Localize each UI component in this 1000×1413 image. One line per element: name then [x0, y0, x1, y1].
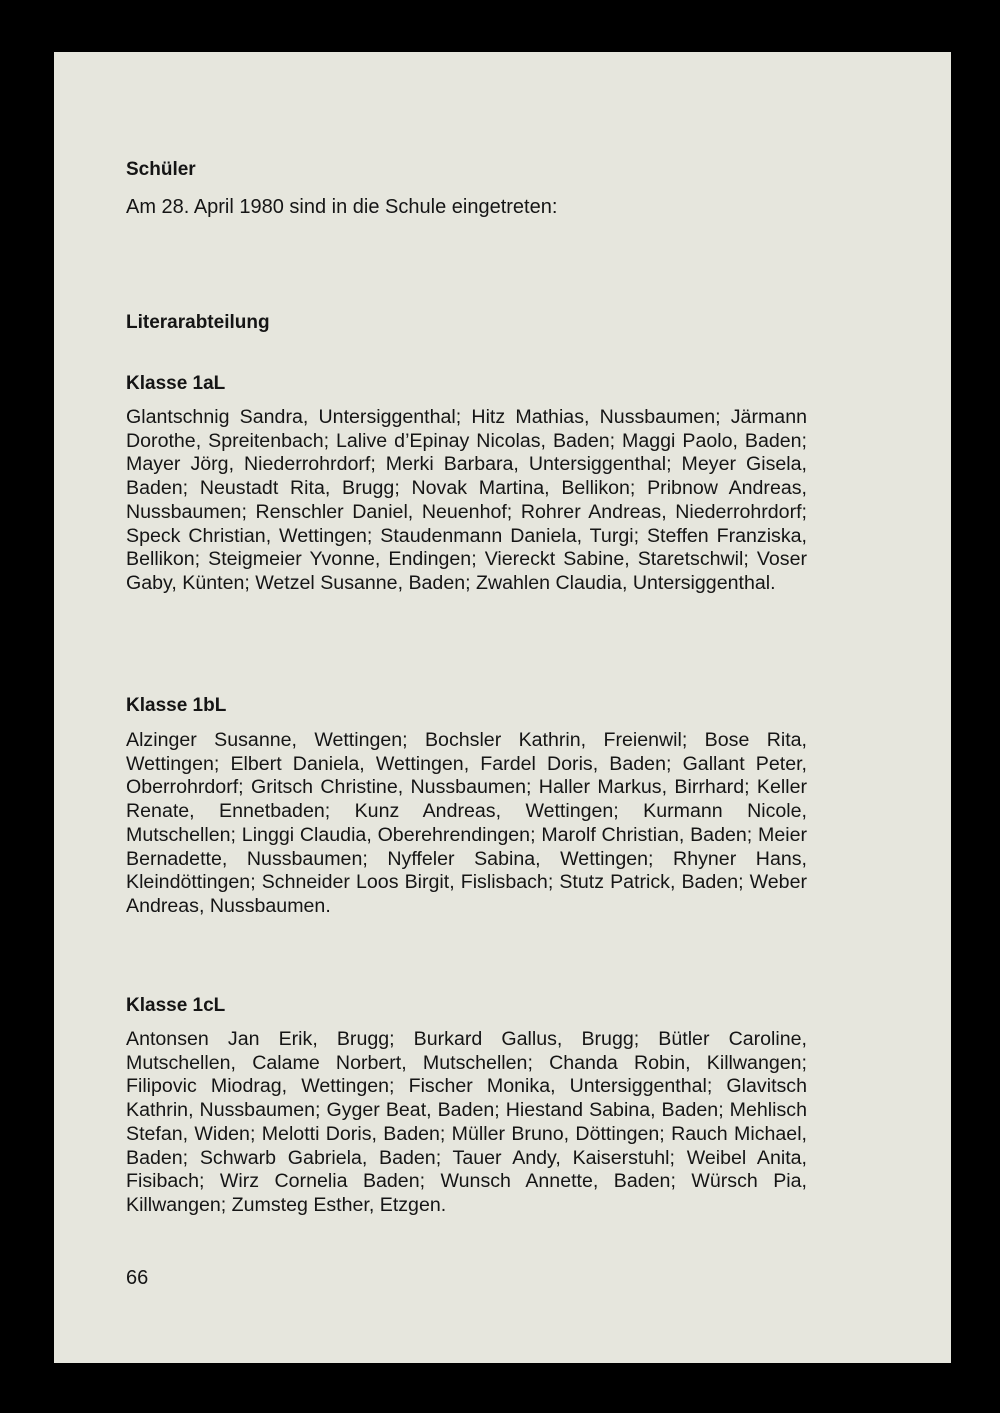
document-page [54, 52, 951, 1363]
page-number: 66 [126, 1267, 149, 1289]
section-title: Schüler [126, 159, 196, 180]
class-1cl-students: Antonsen Jan Erik, Brugg; Burkard Gallus, Brugg; Bütler Caroline, Mutschellen, Calame Norbert, Mutschellen; Chanda Robin, Killwangen; Filipovic Miodrag, Wettingen; Fischer Monika, Untersiggenthal; Glavitsch Kathrin, Nussbaumen; Gyger Beat, Baden; Hiestand Sabina, Baden; Mehlisch Stefan, Widen; Melotti Doris, Baden; Müller Bruno, Döttingen; Rauch Michael, Baden; Schwarb Gabriela, Baden; Tauer Andy, Kaiserstuhl; Weibel Anita, Fisibach; Wirz Cornelia Baden; Wunsch Annette, Baden; Würsch Pia, Killwangen; Zumsteg Esther, Etzgen. [126, 1028, 807, 1216]
class-1bl-students: Alzinger Susanne, Wettingen; Bochsler Kathrin, Freienwil; Bose Rita, Wettingen; Elbert Daniela, Wettingen, Fardel Doris, Baden; Gallant Peter, Oberrohrdorf; Gritsch Christine, Nussbaumen; Haller Markus, Birrhard; Keller Renate, Ennetbaden; Kunz Andreas, Wettingen; Kurmann Nicole, Mutschellen; Linggi Claudia, Oberehrendingen; Marolf Christian, Baden; Meier Bernadette, Nussbaumen; Nyffeler Sabina, Wettingen; Rhyner Hans, Kleindöttingen; Schneider Loos Birgit, Fislisbach; Stutz Patrick, Baden; Weber Andreas, Nussbaumen. [126, 729, 807, 917]
class-1al-students: Glantschnig Sandra, Untersiggenthal; Hitz Mathias, Nussbaumen; Järmann Dorothe, Spreitenbach; Lalive d’Epinay Nicolas, Baden; Maggi Paolo, Baden; Mayer Jörg, Niederrohrdorf; Merki Barbara, Untersiggenthal; Meyer Gisela, Baden; Neustadt Rita, Brugg; Novak Martina, Bellikon; Pribnow Andreas, Nussbaumen; Renschler Daniel, Neuenhof; Rohrer Andreas, Niederrohrdorf; Speck Christian, Wettingen; Staudenmann Daniela, Turgi; Steffen Franziska, Bellikon; Steigmeier Yvonne, Endingen; Viereckt Sabine, Staretschwil; Voser Gaby, Künten; Wetzel Susanne, Baden; Zwahlen Claudia, Untersiggenthal. [126, 406, 807, 594]
class-1cl-heading: Klasse 1cL [126, 995, 226, 1016]
department-heading: Literarabteilung [126, 312, 270, 333]
class-1al-heading: Klasse 1aL [126, 373, 226, 394]
class-1bl-heading: Klasse 1bL [126, 695, 227, 716]
intro-text: Am 28. April 1980 sind in die Schule eingetreten: [126, 196, 558, 218]
